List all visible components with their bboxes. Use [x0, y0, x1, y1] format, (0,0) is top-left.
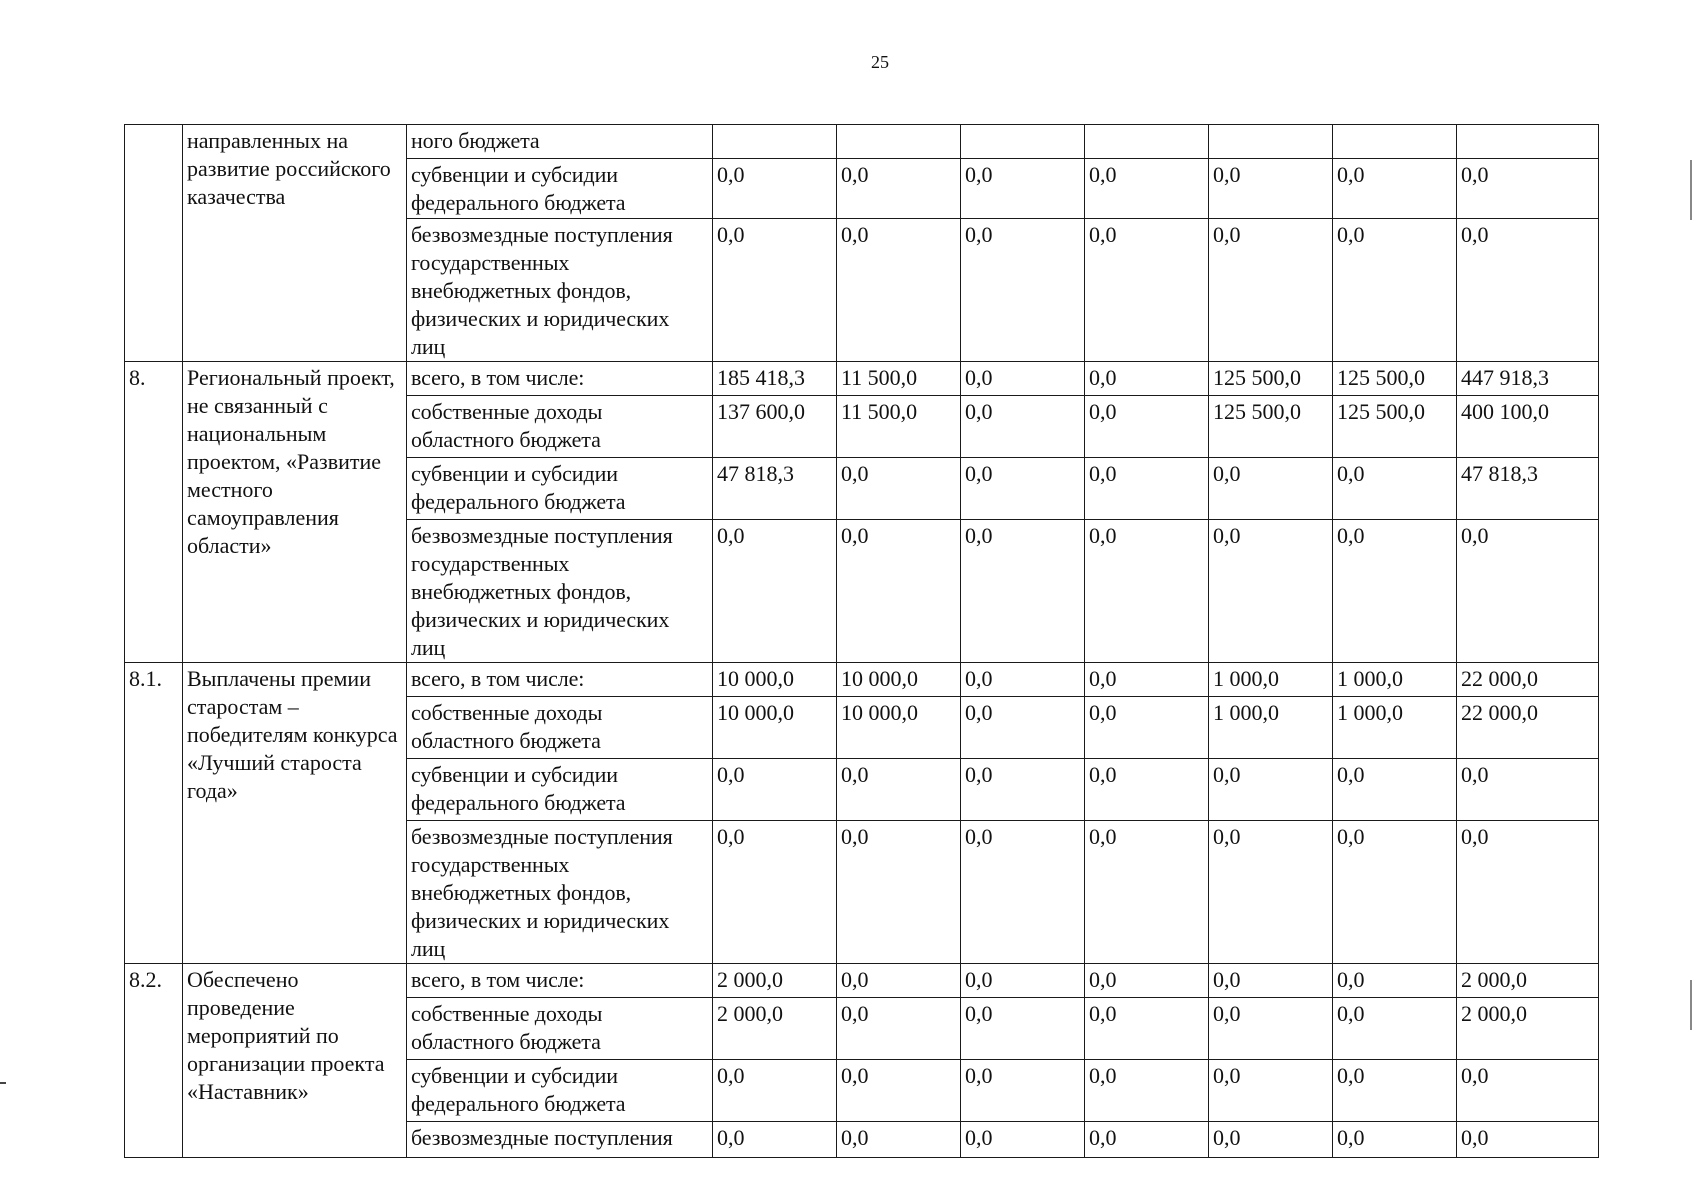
amount-cell: 0,0 [1209, 1060, 1333, 1122]
row-number-cell: 8. [125, 362, 183, 663]
amount-cell: 0,0 [1085, 219, 1209, 362]
table-row [125, 964, 1599, 998]
amount-cell: 0,0 [1333, 520, 1457, 663]
funding-source-cell: безвозмездные поступления государственных внебюджетных фондов, физических и юридических лиц [407, 520, 713, 663]
amount-cell: 47 818,3 [713, 458, 837, 520]
funding-source-cell: собственные доходы областного бюджета [407, 697, 713, 759]
table-row [125, 663, 1599, 697]
amount-cell: 0,0 [713, 821, 837, 964]
amount-cell: 0,0 [1085, 159, 1209, 219]
amount-cell: 0,0 [961, 821, 1085, 964]
funding-source-cell: собственные доходы областного бюджета [407, 396, 713, 458]
amount-cell: 10 000,0 [837, 663, 961, 697]
page-number: 25 [871, 52, 889, 72]
amount-cell: 2 000,0 [1457, 998, 1599, 1060]
amount-cell: 137 600,0 [713, 396, 837, 458]
funding-source-cell: субвенции и субсидии федерального бюджета [407, 159, 713, 219]
amount-cell: 2 000,0 [713, 964, 837, 998]
amount-cell [1209, 125, 1333, 159]
measure-name-cell: Обеспечено проведение мероприятий по организации проекта «Наставник» [183, 964, 407, 1158]
amount-cell: 0,0 [837, 219, 961, 362]
amount-cell: 22 000,0 [1457, 697, 1599, 759]
funding-source-cell: всего, в том числе: [407, 964, 713, 998]
amount-cell: 0,0 [713, 219, 837, 362]
funding-source-cell: безвозмездные поступления государственных внебюджетных фондов, физических и юридических лиц [407, 219, 713, 362]
amount-cell: 0,0 [1209, 159, 1333, 219]
funding-source-cell: безвозмездные поступления государственных внебюджетных фондов, физических и юридических лиц [407, 821, 713, 964]
amount-cell: 10 000,0 [837, 697, 961, 759]
amount-cell: 0,0 [961, 159, 1085, 219]
amount-cell: 447 918,3 [1457, 362, 1599, 396]
amount-cell: 0,0 [1085, 458, 1209, 520]
amount-cell: 0,0 [1085, 663, 1209, 697]
amount-cell: 1 000,0 [1333, 697, 1457, 759]
amount-cell: 0,0 [837, 964, 961, 998]
row-number-cell [125, 125, 183, 362]
amount-cell: 0,0 [837, 821, 961, 964]
amount-cell: 0,0 [1209, 821, 1333, 964]
amount-cell: 1 000,0 [1333, 663, 1457, 697]
amount-cell: 10 000,0 [713, 663, 837, 697]
amount-cell: 0,0 [1085, 821, 1209, 964]
amount-cell: 0,0 [713, 159, 837, 219]
amount-cell: 0,0 [1333, 998, 1457, 1060]
measure-name-cell: направленных на развитие российского казачества [183, 125, 407, 362]
scan-mark-left [0, 1082, 6, 1084]
amount-cell: 0,0 [961, 663, 1085, 697]
amount-cell: 11 500,0 [837, 396, 961, 458]
amount-cell: 0,0 [961, 396, 1085, 458]
amount-cell: 0,0 [1209, 1122, 1333, 1158]
amount-cell: 0,0 [1085, 396, 1209, 458]
amount-cell: 0,0 [1333, 219, 1457, 362]
amount-cell: 0,0 [1457, 759, 1599, 821]
amount-cell: 0,0 [1209, 219, 1333, 362]
amount-cell: 185 418,3 [713, 362, 837, 396]
amount-cell: 0,0 [1333, 458, 1457, 520]
amount-cell: 125 500,0 [1209, 396, 1333, 458]
amount-cell: 0,0 [961, 458, 1085, 520]
amount-cell: 0,0 [1333, 1122, 1457, 1158]
scan-mark-right-2 [1690, 980, 1692, 1030]
funding-source-cell: безвозмездные поступления [407, 1122, 713, 1158]
amount-cell [1333, 125, 1457, 159]
amount-cell [1457, 125, 1599, 159]
amount-cell: 0,0 [961, 697, 1085, 759]
table-row [125, 362, 1599, 396]
amount-cell: 0,0 [837, 1060, 961, 1122]
amount-cell: 0,0 [961, 520, 1085, 663]
amount-cell [713, 125, 837, 159]
amount-cell: 0,0 [1085, 697, 1209, 759]
funding-source-cell: субвенции и субсидии федерального бюджета [407, 759, 713, 821]
funding-source-cell: ного бюджета [407, 125, 713, 159]
amount-cell: 47 818,3 [1457, 458, 1599, 520]
amount-cell: 0,0 [1085, 759, 1209, 821]
amount-cell: 11 500,0 [837, 362, 961, 396]
amount-cell: 0,0 [1333, 159, 1457, 219]
amount-cell: 0,0 [837, 159, 961, 219]
amount-cell: 0,0 [713, 759, 837, 821]
amount-cell: 0,0 [961, 219, 1085, 362]
amount-cell: 22 000,0 [1457, 663, 1599, 697]
amount-cell: 0,0 [837, 759, 961, 821]
scan-mark-right [1690, 160, 1692, 220]
amount-cell: 0,0 [1209, 964, 1333, 998]
amount-cell: 0,0 [1085, 1060, 1209, 1122]
amount-cell: 0,0 [1085, 964, 1209, 998]
amount-cell: 0,0 [1333, 759, 1457, 821]
amount-cell: 0,0 [1457, 520, 1599, 663]
amount-cell: 0,0 [713, 1122, 837, 1158]
amount-cell: 0,0 [961, 362, 1085, 396]
amount-cell: 0,0 [837, 1122, 961, 1158]
amount-cell: 0,0 [713, 520, 837, 663]
amount-cell: 0,0 [961, 1122, 1085, 1158]
table-row [125, 125, 1599, 159]
amount-cell: 125 500,0 [1333, 396, 1457, 458]
measure-name-cell: Региональный проект, не связанный с национальным проектом, «Развитие местного самоуправления области» [183, 362, 407, 663]
amount-cell: 0,0 [1457, 1060, 1599, 1122]
row-number-cell: 8.1. [125, 663, 183, 964]
budget-table-body [125, 125, 1599, 1158]
funding-source-cell: собственные доходы областного бюджета [407, 998, 713, 1060]
amount-cell: 0,0 [713, 1060, 837, 1122]
amount-cell [837, 125, 961, 159]
amount-cell: 0,0 [1209, 520, 1333, 663]
amount-cell: 2 000,0 [713, 998, 837, 1060]
amount-cell: 1 000,0 [1209, 663, 1333, 697]
amount-cell: 400 100,0 [1457, 396, 1599, 458]
amount-cell: 0,0 [1085, 998, 1209, 1060]
amount-cell: 0,0 [1333, 821, 1457, 964]
measure-name-cell: Выплачены премии старостам – победителям конкурса «Лучший староста года» [183, 663, 407, 964]
amount-cell: 0,0 [837, 458, 961, 520]
amount-cell: 0,0 [1085, 1122, 1209, 1158]
amount-cell: 0,0 [1457, 1122, 1599, 1158]
amount-cell [961, 125, 1085, 159]
amount-cell: 0,0 [1333, 1060, 1457, 1122]
funding-source-cell: всего, в том числе: [407, 663, 713, 697]
amount-cell: 125 500,0 [1209, 362, 1333, 396]
amount-cell: 0,0 [1209, 998, 1333, 1060]
amount-cell: 1 000,0 [1209, 697, 1333, 759]
amount-cell: 0,0 [1209, 458, 1333, 520]
amount-cell: 0,0 [961, 964, 1085, 998]
amount-cell: 0,0 [1333, 964, 1457, 998]
amount-cell: 0,0 [961, 759, 1085, 821]
amount-cell: 0,0 [1457, 159, 1599, 219]
amount-cell: 0,0 [837, 520, 961, 663]
funding-source-cell: субвенции и субсидии федерального бюджета [407, 1060, 713, 1122]
amount-cell: 0,0 [1457, 219, 1599, 362]
amount-cell: 0,0 [1457, 821, 1599, 964]
amount-cell: 0,0 [1209, 759, 1333, 821]
budget-table [124, 124, 1599, 1158]
amount-cell: 10 000,0 [713, 697, 837, 759]
amount-cell: 0,0 [961, 998, 1085, 1060]
row-number-cell: 8.2. [125, 964, 183, 1158]
amount-cell: 0,0 [837, 998, 961, 1060]
amount-cell: 0,0 [1085, 520, 1209, 663]
funding-source-cell: субвенции и субсидии федерального бюджета [407, 458, 713, 520]
funding-source-cell: всего, в том числе: [407, 362, 713, 396]
amount-cell: 0,0 [1085, 362, 1209, 396]
amount-cell: 125 500,0 [1333, 362, 1457, 396]
amount-cell [1085, 125, 1209, 159]
amount-cell: 0,0 [961, 1060, 1085, 1122]
amount-cell: 2 000,0 [1457, 964, 1599, 998]
